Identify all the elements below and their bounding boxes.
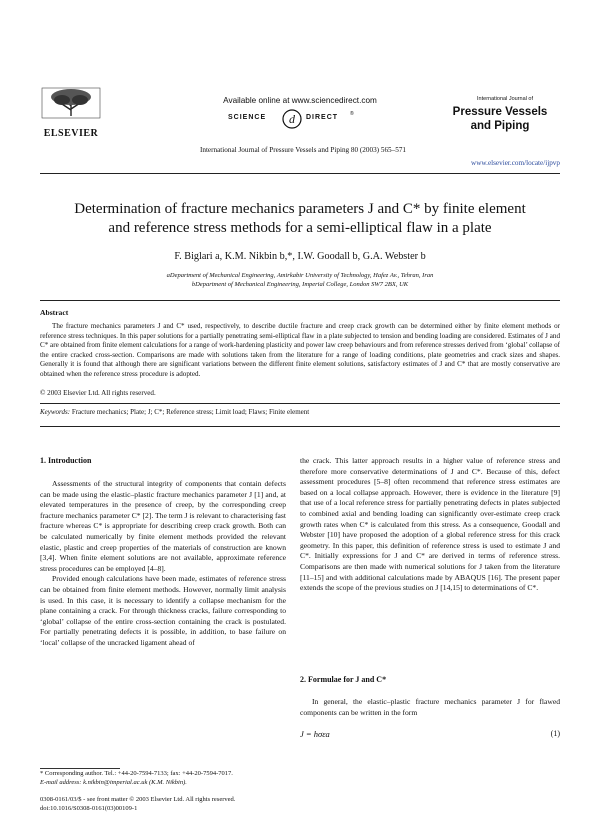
intro-paragraph-2: Provided enough calculations have been made, estimates of reference stress can be obtained from finite element methods. However, normally limit analysis is used. In this case, it is necessary to identify a collapse mechanism for the plane containing a crack. For through thickness cracks, failure corresponding to ‘global’ collapse of the entire cross-section containing the crack is postulated. For partially penetrating defects it is possible, in addition, to base failure on ‘local’ collapse of the uncracked ligament ahead of <box>40 574 286 647</box>
keywords-label: Keywords: <box>40 408 71 416</box>
elsevier-logo <box>40 86 102 128</box>
section-2-paragraph: In general, the elastic–plastic fracture mechanics parameter J for flawed components can be written in the form <box>300 697 560 717</box>
section-1-heading: 1. Introduction <box>40 456 92 465</box>
equation-1: J = hσεa <box>300 729 330 739</box>
journal-url-link[interactable]: www.elsevier.com/locate/ijpvp <box>471 159 560 167</box>
svg-text:d: d <box>289 112 295 126</box>
abstract-top-rule <box>40 300 560 301</box>
abstract-body: The fracture mechanics parameters J and C* used, respectively, to describe ductile fracture and creep crack growth can be determined either by finite element methods or reference stress techniques. In this paper solutions for a partially penetrating semi-elliptical flaw in a plate subjected to tension and bending loading are considered. Estimates of J and C* are obtained from finite element calculations for a range of work-hardening plasticity and power law creep behaviours and from reference stresses derived from ‘global’ collapse of the entire cracked cross-section. Comparisons are made with solutions taken from the literature for a range of loading conditions, plate geometries and crack sizes and shapes. Generally it is found that although there are significant variations between the different finite element solutions, satisfactory estimates of J and C* that are mostly conservative are obtained when the reference stress procedure is adopted. <box>40 322 560 378</box>
footnote <box>40 770 286 787</box>
abstract-text <box>40 322 560 380</box>
section-2-text <box>300 697 560 718</box>
footnote-rule <box>40 768 120 769</box>
footnote-corresponding: * Corresponding author. Tel.: +44-20-7594-7133; fax: +44-20-7594-7017. <box>40 770 233 777</box>
title-line-1: Determination of fracture mechanics parameters J and C* by finite element <box>74 201 526 217</box>
right-column <box>300 456 560 654</box>
abstract-copyright: © 2003 Elsevier Ltd. All rights reserved. <box>40 389 156 397</box>
footer-issn: 0308-0161/03/$ - see front matter © 2003 Elsevier Ltd. All rights reserved. <box>40 796 236 803</box>
footnote-email: E-mail address: k.nikbin@imperial.ac.uk (K.M. Nikbin). <box>40 778 187 786</box>
elsevier-tree-icon <box>40 86 102 120</box>
intro-paragraph-1: Assessments of the structural integrity of components that contain defects can be made using the elastic–plastic fracture mechanics parameter J [1] and, at elevated temperatures in the presence of creep, by the corresponding creep fracture mechanics parameter C* [2]. The term J is relevant to characterising fast fracture whereas C* is appropriate for describing creep crack growth. Both can be calculated numerically by finite element methods provided the relevant elastic, plastic and creep properties of the materials of construction are known [3,4]. When finite element solutions are not available, approximate reference stress procedures can be employed [4–8]. <box>40 479 286 573</box>
sd-registered: ® <box>350 111 354 117</box>
available-online: Available online at www.sciencedirect.com <box>223 96 377 105</box>
title-line-2: and reference stress methods for a semi-elliptical flaw in a plate <box>108 220 492 236</box>
sd-left-text: SCIENCE <box>228 114 267 121</box>
sciencedirect-logo <box>228 108 373 130</box>
header-rule <box>40 173 560 174</box>
journal-citation: International Journal of Pressure Vessels and Piping 80 (2003) 565–571 <box>199 146 407 154</box>
footer-doi: doi:10.1016/S0308-0161(03)00109-1 <box>40 805 138 812</box>
abstract-heading: Abstract <box>40 308 69 317</box>
publisher-name: ELSEVIER <box>43 128 99 139</box>
keywords-list: Fracture mechanics; Plate; J; C*; Reference stress; Limit load; Flaws; Finite element <box>71 408 310 416</box>
keywords-rule <box>40 403 560 404</box>
journal-kicker: International Journal of <box>477 96 533 102</box>
article-title <box>30 200 570 238</box>
left-column <box>40 479 286 775</box>
journal-title-2: and Piping <box>470 120 530 132</box>
journal-title-1: Pressure Vessels <box>452 106 548 118</box>
affiliation-b: bDepartment of Mechanical Engineering, Imperial College, London SW7 2BX, UK <box>191 281 409 288</box>
equation-1-number: (1) <box>550 729 560 738</box>
authors: F. Biglari a, K.M. Nikbin b,*, I.W. Goodall b, G.A. Webster b <box>174 251 426 262</box>
keywords <box>40 408 309 416</box>
abstract-bottom-rule <box>40 426 560 427</box>
sd-right-text: DIRECT <box>306 114 339 121</box>
section-2-heading: 2. Formulae for J and C* <box>300 675 387 684</box>
affiliation-a: aDepartment of Mechanical Engineering, Amirkabir University of Technology, Hafez Av., Tehran, Iran <box>166 272 434 279</box>
sciencedirect-icon <box>281 108 303 130</box>
right-paragraph-1: the crack. This latter approach results in a higher value of reference stress and therefore more conservative determinations of J and C*. Because of this, defect assessment procedures [5–8] often recommend that reference stress estimates are based on a local collapse approach. However, there is evidence in the literature [9] that use of a local reference stress for partially penetrating defects in plates subjected to combined axial and bending loading can significantly over-estimate creep crack growth rates when C* is calculated from this stress. As a consequence, Goodall and Webster [10] have proposed the adoption of a global reference stress for this crack geometry. In this paper, this definition of reference stress is used to estimate J and C*. Initially expressions for J and C* are derived in terms of reference stress. Comparisons are then made with numerical solutions for J taken from the literature [11–15] and with additional calculations made by ABAQUS [16]. The present paper extends the scope of the previous studies on J [14,15] to determinations of C*. <box>300 456 560 593</box>
